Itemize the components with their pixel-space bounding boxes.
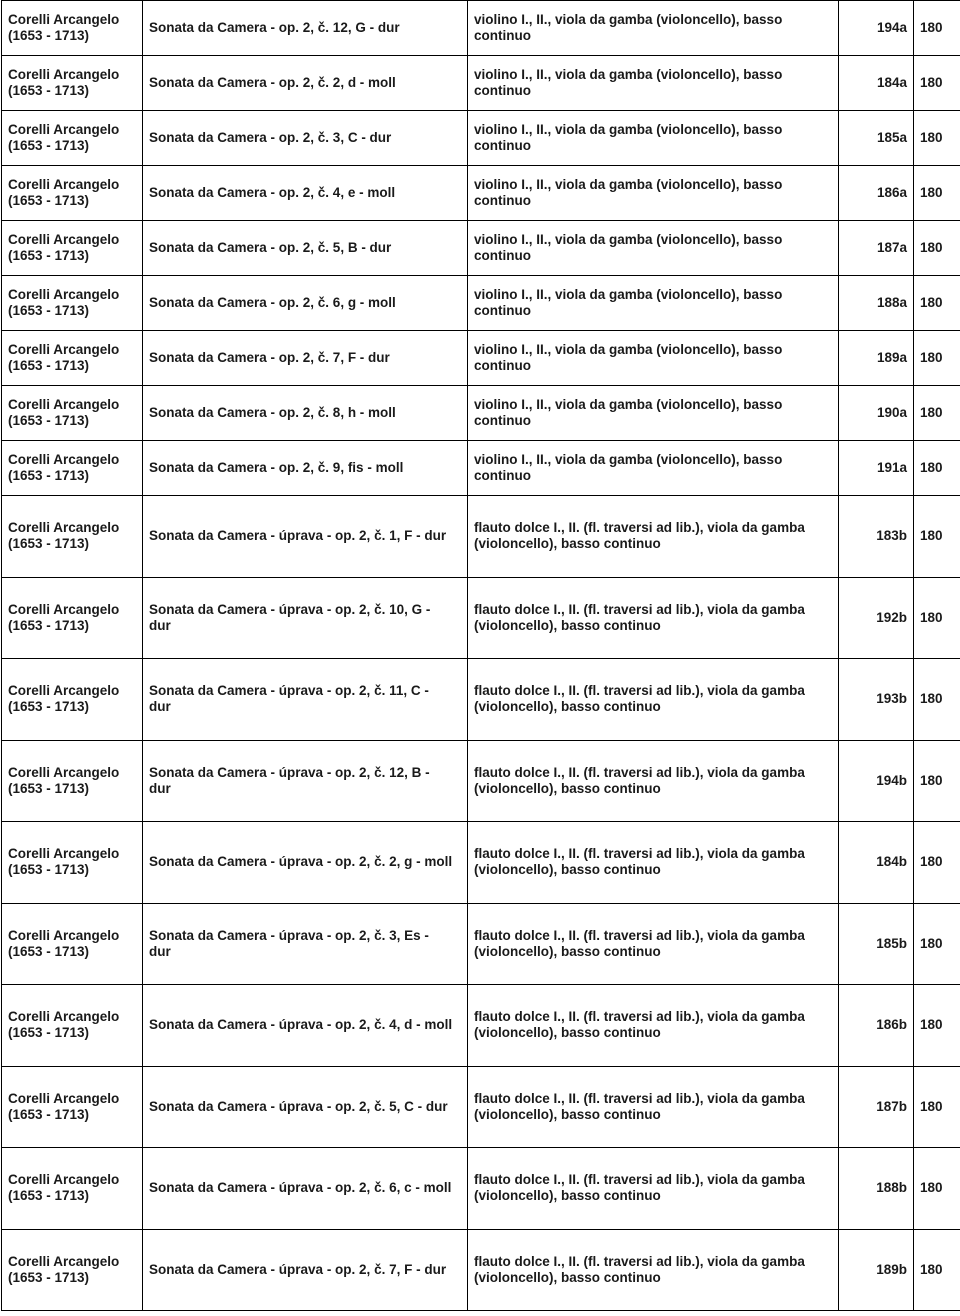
instrumentation-line-1: flauto dolce I., II. (fl. traversi ad lib.), viola da gamba [474,520,805,536]
instrumentation-cell [468,496,839,578]
table-row [2,1229,960,1311]
instrumentation-cell [468,985,839,1067]
catalog-code: 191a [839,441,914,496]
instrumentation-cell [468,386,839,441]
catalog-table [1,0,960,1311]
catalog-code: 185a [839,111,914,166]
table-row [2,985,960,1067]
composer-name: Corelli Arcangelo [8,520,120,536]
work-title: Sonata da Camera - op. 2, č. 5, B - dur [149,240,392,255]
composer-cell [2,985,143,1067]
instrumentation-cell [468,822,839,904]
instrumentation-line-2: continuo [474,138,531,153]
table-row [2,56,960,111]
page-number: 180 [914,1229,960,1311]
composer-cell [2,166,143,221]
instrumentation-cell [468,903,839,985]
composer-dates: (1653 - 1713) [8,303,90,318]
composer-dates: (1653 - 1713) [8,358,90,373]
composer-name: Corelli Arcangelo [8,927,120,943]
title-cell [143,659,468,741]
work-title: Sonata da Camera - op. 2, č. 12, G - dur [149,20,400,35]
instrumentation-cell [468,276,839,331]
composer-dates: (1653 - 1713) [8,862,90,878]
page-number: 180 [914,1,960,56]
instrumentation-line-1: flauto dolce I., II. (fl. traversi ad lib.), viola da gamba [474,764,805,780]
composer-cell [2,1066,143,1148]
table-row [2,577,960,659]
composer-dates: (1653 - 1713) [8,1106,90,1122]
composer-name: Corelli Arcangelo [8,177,120,192]
catalog-code: 192b [839,577,914,659]
page-number: 180 [914,56,960,111]
page-number: 180 [914,166,960,221]
page-number: 180 [914,659,960,741]
title-cell [143,577,468,659]
catalog-code: 186a [839,166,914,221]
composer-name: Corelli Arcangelo [8,397,120,412]
catalog-code: 186b [839,985,914,1067]
catalog-code: 183b [839,496,914,578]
composer-cell [2,903,143,985]
table-row [2,441,960,496]
instrumentation-line-1: flauto dolce I., II. (fl. traversi ad lib.), viola da gamba [474,683,805,699]
table-row [2,1066,960,1148]
work-title: Sonata da Camera - úprava - op. 2, č. 10, G - [149,601,431,617]
composer-cell [2,659,143,741]
composer-name: Corelli Arcangelo [8,764,120,780]
instrumentation-line-1: flauto dolce I., II. (fl. traversi ad lib.), viola da gamba [474,1090,805,1106]
catalog-code: 184b [839,822,914,904]
composer-dates: (1653 - 1713) [8,83,90,98]
work-title: Sonata da Camera - úprava - op. 2, č. 5, C - dur [149,1098,448,1114]
catalog-code: 187b [839,1066,914,1148]
instrumentation-line-2: (violoncello), basso continuo [474,780,661,796]
page-number: 180 [914,903,960,985]
composer-dates: (1653 - 1713) [8,617,90,633]
instrumentation-cell [468,56,839,111]
title-cell [143,276,468,331]
instrumentation-line-1: flauto dolce I., II. (fl. traversi ad lib.), viola da gamba [474,1253,805,1269]
work-title: Sonata da Camera - úprava - op. 2, č. 6, c - moll [149,1180,452,1196]
composer-cell [2,276,143,331]
work-title-line-2: dur [149,780,171,796]
composer-dates: (1653 - 1713) [8,413,90,428]
composer-dates: (1653 - 1713) [8,193,90,208]
instrumentation-cell [468,441,839,496]
instrumentation-line-2: continuo [474,193,531,208]
composer-cell [2,1148,143,1230]
instrumentation-line-1: violino I., II., viola da gamba (violoncello), basso [474,177,783,192]
table-row [2,111,960,166]
table-row [2,386,960,441]
composer-cell [2,1,143,56]
composer-dates: (1653 - 1713) [8,1269,90,1285]
catalog-code: 194a [839,1,914,56]
catalog-code: 189a [839,331,914,386]
composer-cell [2,221,143,276]
instrumentation-cell [468,659,839,741]
work-title: Sonata da Camera - op. 2, č. 3, C - dur [149,130,392,145]
table-row [2,496,960,578]
page-number: 180 [914,985,960,1067]
instrumentation-line-1: violino I., II., viola da gamba (violoncello), basso [474,452,783,467]
table-row [2,221,960,276]
catalog-code: 194b [839,740,914,822]
composer-name: Corelli Arcangelo [8,1090,120,1106]
instrumentation-line-1: flauto dolce I., II. (fl. traversi ad lib.), viola da gamba [474,601,805,617]
catalog-code: 184a [839,56,914,111]
composer-name: Corelli Arcangelo [8,287,120,302]
instrumentation-cell [468,331,839,386]
composer-cell [2,740,143,822]
instrumentation-line-2: (violoncello), basso continuo [474,1188,661,1204]
table-row [2,331,960,386]
catalog-code: 188a [839,276,914,331]
composer-cell [2,441,143,496]
work-title: Sonata da Camera - úprava - op. 2, č. 2, g - moll [149,854,453,870]
instrumentation-cell [468,1,839,56]
composer-dates: (1653 - 1713) [8,248,90,263]
composer-name: Corelli Arcangelo [8,1009,120,1025]
page-number: 180 [914,740,960,822]
table-row [2,1148,960,1230]
page-number: 180 [914,111,960,166]
title-cell [143,496,468,578]
instrumentation-line-1: violino I., II., viola da gamba (violoncello), basso [474,122,783,137]
composer-cell [2,111,143,166]
title-cell [143,1148,468,1230]
instrumentation-cell [468,577,839,659]
composer-dates: (1653 - 1713) [8,536,90,552]
title-cell [143,1,468,56]
instrumentation-line-2: continuo [474,83,531,98]
composer-name: Corelli Arcangelo [8,122,120,137]
composer-cell [2,1229,143,1311]
work-title: Sonata da Camera - op. 2, č. 8, h - moll [149,405,396,420]
instrumentation-line-1: violino I., II., viola da gamba (violoncello), basso [474,342,783,357]
composer-name: Corelli Arcangelo [8,846,120,862]
composer-cell [2,386,143,441]
title-cell [143,1229,468,1311]
page-number: 180 [914,496,960,578]
composer-dates: (1653 - 1713) [8,943,90,959]
work-title: Sonata da Camera - úprava - op. 2, č. 12, B - [149,764,430,780]
instrumentation-line-2: continuo [474,413,531,428]
composer-name: Corelli Arcangelo [8,601,120,617]
composer-name: Corelli Arcangelo [8,12,120,27]
title-cell [143,56,468,111]
title-cell [143,111,468,166]
work-title-line-2: dur [149,617,171,633]
page-number: 180 [914,331,960,386]
instrumentation-line-2: (violoncello), basso continuo [474,536,661,552]
table-row [2,276,960,331]
catalog-code: 185b [839,903,914,985]
page-number: 180 [914,386,960,441]
instrumentation-line-1: violino I., II., viola da gamba (violoncello), basso [474,67,783,82]
catalog-code: 190a [839,386,914,441]
page-number: 180 [914,822,960,904]
catalog-code: 189b [839,1229,914,1311]
composer-name: Corelli Arcangelo [8,342,120,357]
title-cell [143,985,468,1067]
instrumentation-line-1: flauto dolce I., II. (fl. traversi ad lib.), viola da gamba [474,1172,805,1188]
instrumentation-line-2: continuo [474,358,531,373]
composer-cell [2,577,143,659]
instrumentation-line-2: (violoncello), basso continuo [474,943,661,959]
composer-dates: (1653 - 1713) [8,1188,90,1204]
work-title: Sonata da Camera - úprava - op. 2, č. 4, d - moll [149,1017,453,1033]
page-number: 180 [914,577,960,659]
title-cell [143,1066,468,1148]
instrumentation-line-1: flauto dolce I., II. (fl. traversi ad lib.), viola da gamba [474,927,805,943]
work-title: Sonata da Camera - op. 2, č. 7, F - dur [149,350,390,365]
work-title-line-2: dur [149,699,171,715]
composer-dates: (1653 - 1713) [8,780,90,796]
composer-cell [2,496,143,578]
work-title: Sonata da Camera - úprava - op. 2, č. 1, F - dur [149,528,447,544]
composer-name: Corelli Arcangelo [8,452,120,467]
work-title: Sonata da Camera - úprava - op. 2, č. 3, Es - [149,927,429,943]
composer-cell [2,331,143,386]
page-number: 180 [914,1148,960,1230]
instrumentation-cell [468,111,839,166]
instrumentation-line-1: flauto dolce I., II. (fl. traversi ad lib.), viola da gamba [474,846,805,862]
instrumentation-line-2: (violoncello), basso continuo [474,1025,661,1041]
instrumentation-line-1: violino I., II., viola da gamba (violoncello), basso [474,397,783,412]
composer-name: Corelli Arcangelo [8,67,120,82]
title-cell [143,822,468,904]
composer-cell [2,56,143,111]
page-number: 180 [914,1066,960,1148]
work-title: Sonata da Camera - úprava - op. 2, č. 11, C - [149,683,429,699]
title-cell [143,386,468,441]
instrumentation-line-1: violino I., II., viola da gamba (violoncello), basso [474,287,783,302]
table-row [2,903,960,985]
work-title: Sonata da Camera - op. 2, č. 2, d - moll [149,75,396,90]
composer-dates: (1653 - 1713) [8,28,90,43]
table-row [2,822,960,904]
instrumentation-cell [468,1066,839,1148]
composer-dates: (1653 - 1713) [8,138,90,153]
composer-name: Corelli Arcangelo [8,1172,120,1188]
page-number: 180 [914,441,960,496]
composer-dates: (1653 - 1713) [8,1025,90,1041]
composer-cell [2,822,143,904]
catalog-code: 193b [839,659,914,741]
table-row [2,659,960,741]
work-title: Sonata da Camera - op. 2, č. 9, fis - moll [149,460,404,475]
instrumentation-cell [468,221,839,276]
instrumentation-line-2: (violoncello), basso continuo [474,1106,661,1122]
title-cell [143,903,468,985]
instrumentation-line-1: violino I., II., viola da gamba (violoncello), basso [474,12,783,27]
instrumentation-line-2: continuo [474,468,531,483]
instrumentation-line-1: violino I., II., viola da gamba (violoncello), basso [474,232,783,247]
page-number: 180 [914,221,960,276]
instrumentation-line-2: continuo [474,28,531,43]
instrumentation-cell [468,166,839,221]
work-title-line-2: dur [149,943,171,959]
instrumentation-line-2: continuo [474,248,531,263]
instrumentation-cell [468,1229,839,1311]
table-row [2,1,960,56]
catalog-code: 188b [839,1148,914,1230]
table-row [2,166,960,221]
work-title: Sonata da Camera - úprava - op. 2, č. 7, F - dur [149,1261,447,1277]
work-title: Sonata da Camera - op. 2, č. 4, e - moll [149,185,396,200]
instrumentation-line-2: (violoncello), basso continuo [474,862,661,878]
composer-name: Corelli Arcangelo [8,1253,120,1269]
instrumentation-line-2: continuo [474,303,531,318]
work-title: Sonata da Camera - op. 2, č. 6, g - moll [149,295,396,310]
instrumentation-line-2: (violoncello), basso continuo [474,1269,661,1285]
title-cell [143,740,468,822]
instrumentation-cell [468,740,839,822]
page-number: 180 [914,276,960,331]
composer-dates: (1653 - 1713) [8,699,90,715]
instrumentation-line-2: (violoncello), basso continuo [474,699,661,715]
instrumentation-line-1: flauto dolce I., II. (fl. traversi ad lib.), viola da gamba [474,1009,805,1025]
title-cell [143,166,468,221]
title-cell [143,331,468,386]
table-row [2,740,960,822]
composer-name: Corelli Arcangelo [8,232,120,247]
composer-dates: (1653 - 1713) [8,468,90,483]
instrumentation-cell [468,1148,839,1230]
composer-name: Corelli Arcangelo [8,683,120,699]
catalog-code: 187a [839,221,914,276]
title-cell [143,221,468,276]
title-cell [143,441,468,496]
instrumentation-line-2: (violoncello), basso continuo [474,617,661,633]
